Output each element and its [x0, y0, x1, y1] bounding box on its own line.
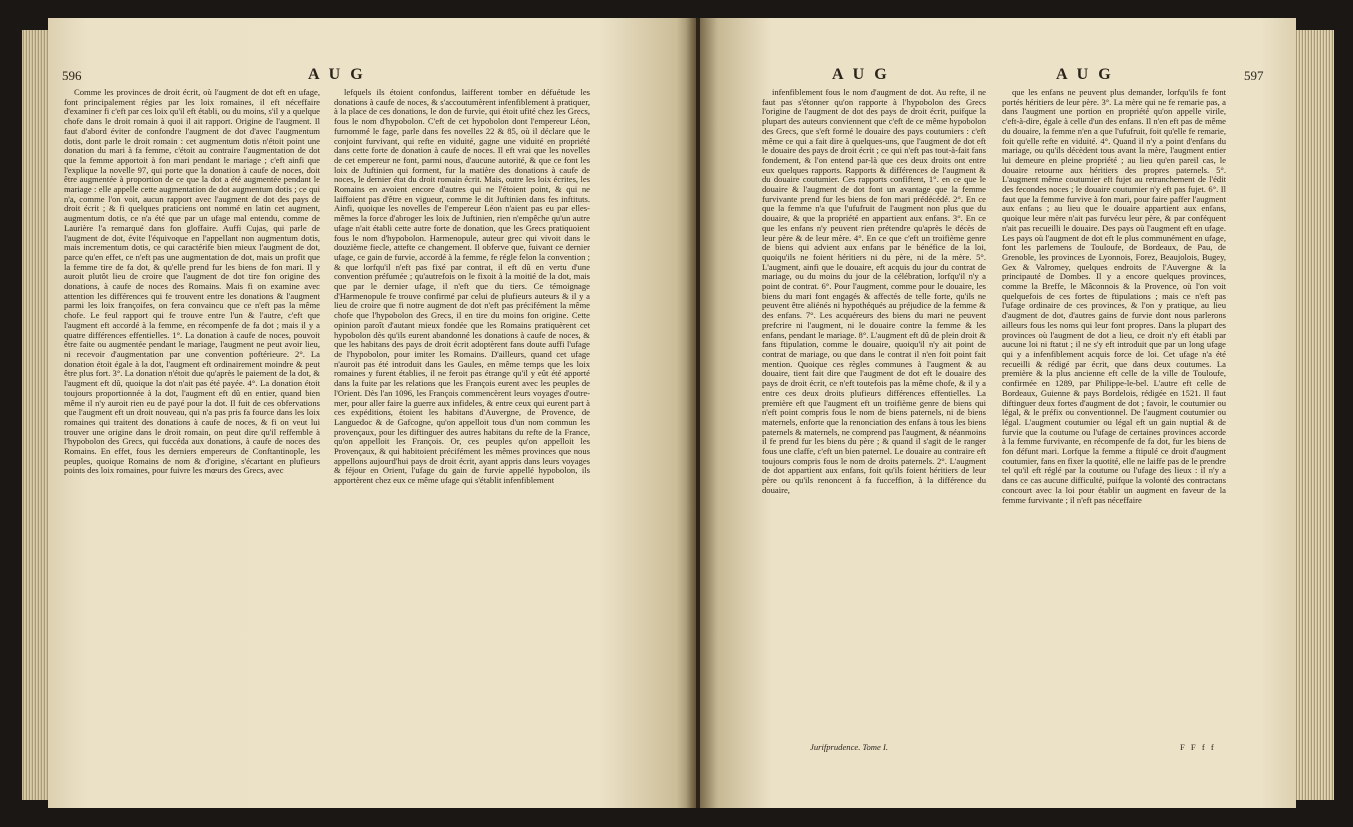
signature-mark: F F f f [1180, 742, 1216, 752]
text-column-2 [1002, 88, 1226, 736]
page-number: 596 [62, 68, 82, 83]
footer-volume: Jurifprudence. Tome I. [810, 742, 888, 752]
column-text: infenfiblement fous le nom d'augment de dot. Au refte, il ne faut pas s'étonner qu'on rapporte à l'hypobolon des Grecs l'origine de l'augment de dot des pays de droit écrit, puifque la plupart des auteurs conviennent que c'eft de ce même hypobolon des Grecs, que s'eft formé le douaire des pays coutumiers : c'eft même ce qui a fait dire à quelques-uns, que l'augment de dot eft le douaire des pays de droit écrit ; ce qui n'eft pas tout-à-fait fans fondement, & l'on entend par-là que ces deux droits ont entre eux quelques rapports. Rapports & différences de l'augment & du douaire coutumier. Ces rapports confiftent, 1°. en ce que le douaire & l'augment de dot font un avantage que la femme furvivante prend fur les biens de fon mari prédécédé. 2°. En ce que la femme n'a que l'ufufruit de l'augment non plus que du douaire, & que la propriété en appartient aux enfans. 3°. En ce que les enfans n'y peuvent rien prétendre qu'après le décès de leur père & de leur mère. 4°. En ce que c'eft un troifième genre de biens qui advient aux enfans par le bénéfice de la loi, quoiqu'ils ne foient héritiers ni du père, ni de la mère. 5°. L'augment, ainfi que le douaire, eft acquis du jour du contrat de mariage, ou du moins du jour de la célébration, lorfqu'il n'y a point de contrat. 6°. Pour l'augment, comme pour le douaire, les biens du mari font engagés & affectés de telle forte, qu'ils ne peuvent être aliénés ni hypothéqués au préjudice de la femme & des enfans. 7°. Les acquéreurs des biens du mari ne peuvent prefcrire ni l'augment, ni le douaire contre la femme & les enfans, pendant le mariage. 8°. L'augment eft dû de plein droit & fans ftipulation, comme le douaire, quoiqu'il n'y ait point de contrat de mariage, ou que dans le contrat il n'en foit point fait mention. Quoique ces règles communes à l'augment & au douaire, tient fait dire que l'augment de dot eft le douaire des pays de droit écrit, ce n'eft toutefois pas la même chofe, & il y a entre ces deux droits plufieurs différences effentielles. La première eft que l'augment eft un troifième genre de biens qui n'eft point compris fous le nom de biens paternels, ni de biens maternels, enforte que la renonciation des enfans à tous les biens paternels & maternels, ne comprend pas l'augment, & néanmoins il fe prend fur les biens du père ; & quand il s'agit de le ranger fous une claffe, c'eft un bien paternel. Le douaire au contraire eft toujours compris fous le nom de droits paternels. 2°. L'augment de dot appartient aux enfans, foit qu'ils foient héritiers de leur père ou qu'ils renoncent à fa fucceffion, à la différence du douaire, [762, 88, 986, 495]
left-page-edges [22, 30, 50, 800]
right-page-header [700, 66, 1296, 88]
left-page-header [48, 66, 696, 88]
right-page [700, 18, 1296, 808]
text-column-1 [762, 88, 986, 736]
left-page [48, 18, 696, 808]
right-page-edges [1292, 30, 1334, 800]
page-number: 597 [1244, 68, 1264, 83]
running-head: A U G [1056, 66, 1114, 83]
running-head: A U G [832, 66, 890, 83]
text-column-1 [64, 88, 320, 728]
running-head: A U G [308, 66, 366, 83]
text-column-2 [334, 88, 590, 728]
column-text: lefquels ils étoient confondus, laifferent tomber en défuétude les donations à caufe de noces, & s'accoutumèrent infenfiblement à pratiquer, à la place de ces donations, le don de furvie, qui étoit ufité chez les Grecs, fous le nom d'hypobolon. C'eft de cet hypobolon dont l'empereur Léon, furnommé le fage, parle dans fes novelles 22 & 85, où il déclare que le conjoint furvivant, qui refte en viduité, gagne une viduité en propriété dans cette forte de donation à caufe de noces. Il eft vrai que les novelles de cet empereur ne font, parmi nous, d'aucune autorité, & que ce font les loix de Juftinien qui forment, fur la matière des donations à caufe de noces, le dernier état du droit romain écrit. Mais, outre les loix écrites, les Romains en avoient encore d'autres qui ne l'étoient point, & qui ne laiffoient pas d'être en vigueur, comme le dit Juftinien dans fes inftituts. Ainfi, quoique les novelles de l'empereur Léon n'aient pas eu par elles-mêmes la force d'abroger les loix de Juftinien, rien n'empêche qu'un autre ufage n'ait établi cette autre forte de donation, que les Grecs pratiquoient fous le nom d'hypobolon. Harmenopule, auteur grec qui vivoit dans le douzième fiecle, attefte ce changement. Il obferve que, fuivant ce dernier ufage, ce gain de furvie, accordé à la femme, fe régle felon la convention ; & que lorfqu'il n'eft pas fixé par contrat, il eft dû en vertu d'une convention préfumée ; qu'autrefois on le fixoit à la moitié de la dot, mais que par le dernier ufage, il n'eft que du tiers. Ce témoignage d'Harmenopule fe trouve confirmé par celui de plufieurs auteurs & il y a lieu de croire que fi notre augment de dot n'eft pas précifément la même chofe que l'hypobolon des Grecs, il en tire du moins fon origine. Cette opinion paroît d'autant mieux fondée que les Romains pratiquèrent cet hypobolon dès qu'ils eurent abandonné les donations à caufe de noces, & que les habitans des pays de droit écrit adoptèrent fans doute auffi l'ufage de l'hypobolon, pour imiter les Romains. D'ailleurs, quand cet ufage n'auroit pas été introduit dans les Gaules, en même temps que les loix romaines y furent établies, il ne feroit pas étrange qu'il y eût été apporté dans la fuite par les relations que les François eurent avec les peuples de l'Orient. Dès l'an 1096, les François commencèrent leurs voyages d'outre-mer, pour aller faire la guerre aux infideles, & entre ceux qui eurent part à ces expéditions, étoient les habitans d'Auvergne, de Provence, de Languedoc & de Gafcogne, qu'on appelloit tous d'un nom commun les provençaux, pour les diftinguer des autres habitans du refte de la France, qu'on appelloit les François. Or, ces peuples qu'on appelloit les Provençaux, & qui habitoient précifément les mêmes provinces que nous appellons aujourd'hui pays de droit écrit, ayant appris dans leurs voyages & féjour en Orient, l'ufage du gain de furvie appellé hypobolon, ils apportèrent chez eux ce même ufage qui s'établit infenfiblement [334, 88, 590, 486]
column-text: Comme les provinces de droit écrit, où l'augment de dot eft en ufage, font principalement régies par les loix romaines, il eft néceffaire d'examiner fi c'eft par ces loix qu'il eft établi, ou du moins, s'il y a quelque chofe dans le droit romain à quoi il ait rapport. Origine de l'augment. Il faut d'abord éviter de confondre l'augment de dot d'avec l'augmentum dotis, dont parle le droit romain : cet augmentum dotis n'étoit point une donation du mari à fa femme, c'étoit au contraire l'augmentation de dot que la femme apportoit à fon mari pendant le mariage ; c'eft ainfi que l'explique la novelle 97, qui porte que la donation à caufe de noces, doit être augmentée à proportion de ce que la dot a été augmentée pendant le mariage : elle appelle cette augmentation de dot augmentum dotis ; ce qui n'a, comme l'on voit, aucun rapport avec l'augment de dot des pays de droit écrit ; & fi quelques praticiens ont nommé en latin cet augment, augmentum dotis, ce n'a été que par un ufage mal entendu, comme de Laurière l'a remarqué dans fon gloffaire. Auffi Cujas, qui parle de l'augment de dot, évite l'équivoque en l'appellant non augmentum dotis, mais incrementum dotis, ce qui caractérife bien mieux l'augment de dot, parce qu'en effet, ce n'eft pas une augmentation de dot, mais un profit que la femme tire de fa dot, & qu'elle prend fur les biens de fon mari. Il y auroit plutôt lieu de croire que l'augment de dot tire fon origine des donations, à caufe de noces des Romains. Mais fi on examine avec attention les différences qui fe trouvent entre les donations & l'augment parmi les loix françoifes, on fera convaincu que ce n'eft pas la même chofe. Le feul rapport qui fe trouve entre l'un & l'autre, c'eft que l'augment eft accordé à la femme, en récompenfe de fa dot ; mais il y a quatre différences effentielles. 1°. La donation à caufe de noces, pouvoit être faite ou augmentée pendant le mariage, l'augment ne peut avoir lieu, ni recevoir d'augmentation par une convention poftérieure. 2°. La donation étoit égale à la dot, l'augment eft ordinairement moindre & peut être plus fort. 3°. La donation n'étoit due qu'après le paiement de la dot, & l'augment eft dû, quoique la dot n'ait pas été payée. 4°. La donation étoit toujours proportionnée à la dot, l'augment eft dû en entier, quand bien même il n'y auroit rien eu de payé pour la dot. Il fuit de ces obfervations que l'augment eft un droit nouveau, qui n'a pas pris fa fource dans les loix romaines qui traitent des donations à caufe de noces, & fi on veut lui trouver une origine dans le droit romain, on peut dire qu'il reffemble à l'hypobolon des Grecs, qui fuccéda aux donations, à caufe de noces des Romains. En effet, fous les derniers empereurs de Conftantinople, les peuples, quoique Romains de nom & d'origine, s'écartant en plufieurs points des loix romaines, pour fuivre les mœurs des Grecs, avec [64, 88, 320, 476]
column-text: que les enfans ne peuvent plus demander, lorfqu'ils fe font portés héritiers de leur père. 3°. La mère qui ne fe remarie pas, a dans l'augment une portion en propriété qu'on appelle virile, c'eft-à-dire, égale à celle d'un des enfans. Il n'en eft pas de même du douaire, la femme n'en a que l'ufufruit, foit qu'elle fe remarie, foit qu'elle refte en viduité. 4°. Quand il n'y a point d'enfans du mariage, ou qu'ils décèdent tous avant la mère, l'augment entier lui demeure en pleine propriété ; au lieu qu'en pareil cas, le douaire retourne aux héritiers des propres paternels. 5°. L'augment même coutumier eft fujet au retranchement de l'édit des fecondes noces ; le douaire coutumier n'y eft pas fujet. 6°. Il faut que la femme furvive à fon mari, pour faire paffer l'augment aux enfans ; au lieu que le douaire appartient aux enfans, quoique leur mère n'ait pas furvécu leur père, & par conféquent n'ait pas recueilli le douaire. Des pays où l'augment eft en ufage. Les pays où l'augment de dot eft le plus communément en ufage, font les parlemens de Touloufe, de Bordeaux, de Pau, de Grenoble, les provinces de Lyonnois, Forez, Beaujolois, Bugey, Gex & Valromey, quelques endroits de l'Auvergne & la principauté de Dombes. Il y a encore quelques provinces, comme la Breffe, le Mâconnois & la Provence, où l'on voit quelquefois de ces fortes de ftipulations ; mais ce n'eft pas l'ufage ordinaire de ces provinces, & l'on y pratique, au lieu d'augment de dot, d'autres gains de furvie dont nous parlerons ailleurs fous les noms qui leur font propres. Dans la plupart des provinces où l'augment de dot a lieu, ce droit n'y eft établi par aucune loi ni ftatut ; il ne s'y eft introduit que par un long ufage qui y a infenfiblement acquis force de loi. Cet ufage n'a été recueilli & rédigé par écrit, que dans deux coutumes. La première & la plus ancienne eft celle de la ville de Touloufe, confirmée en 1289, par Philippe-le-bel. L'autre eft celle de Bordeaux, Guienne & pays Bordelois, rédigée en 1521. Il faut diftinguer deux fortes d'augment de dot ; favoir, le coutumier ou légal, & le préfix ou conventionnel. De l'augment coutumier ou légal. L'augment coutumier ou légal eft un gain nuptial & de furvie que la coutume ou l'ufage de certaines provinces accorde à la femme furvivante, en récompenfe de fa dot, fur les biens de fon défunt mari. Lorfque la femme a ftipulé ce droit d'augment coutumier, fans en fixer la quotité, elle ne laiffe pas de le prendre tel qu'il eft réglé par la coutume ou l'ufage des lieux : il n'y a dans ce cas aucune difficulté, puifque la volonté des contractans concourt avec la loi pour établir un augment en faveur de la femme furvivante ; il n'eft pas néceffaire [1002, 88, 1226, 505]
